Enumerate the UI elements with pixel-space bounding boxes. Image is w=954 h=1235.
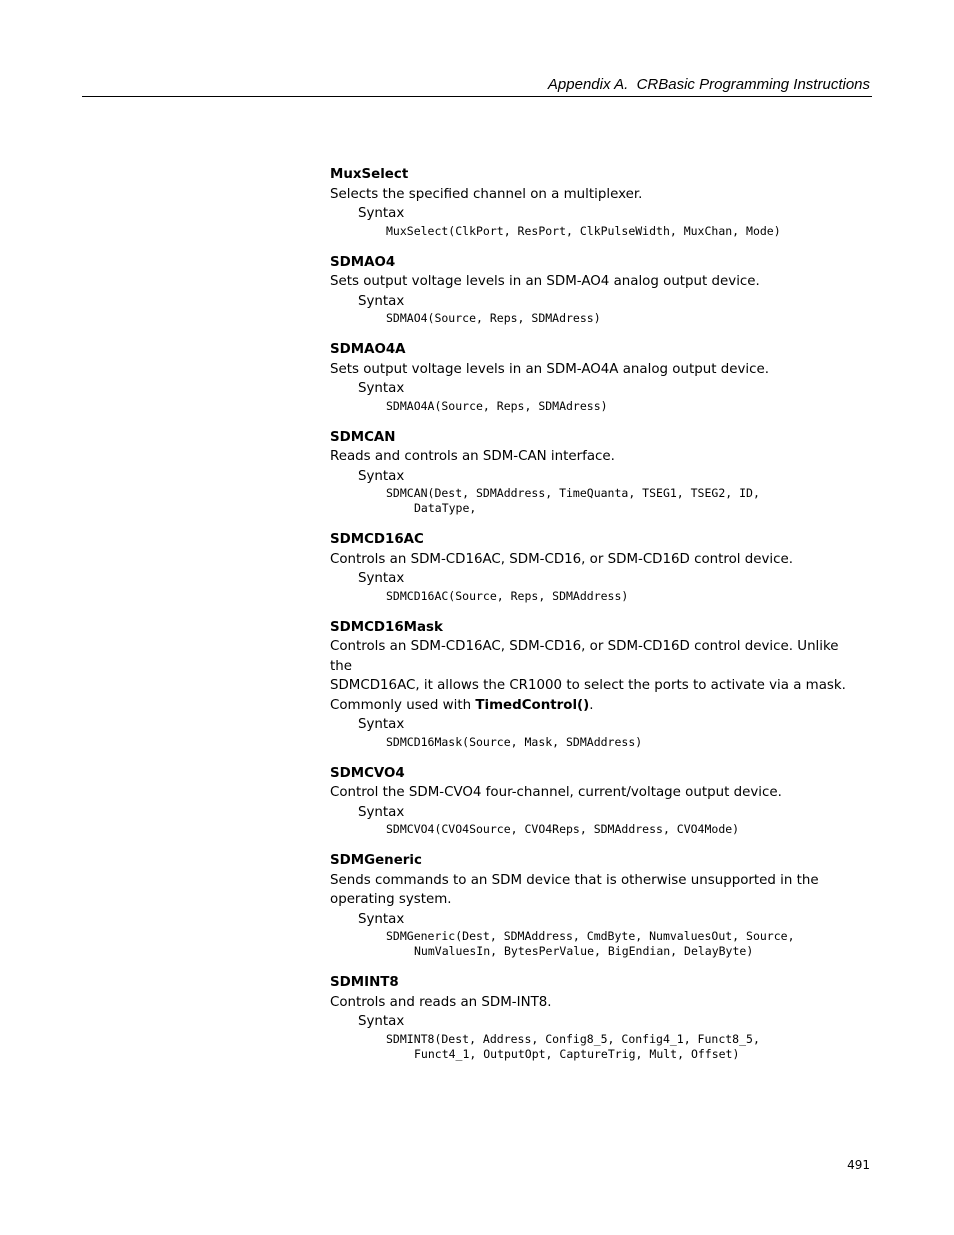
- entry-sdmcd16ac: [330, 530, 850, 604]
- syntax-code: SDMCD16AC(Source, Reps, SDMAddress): [386, 588, 629, 603]
- entry-title: SDMCAN: [330, 429, 396, 445]
- syntax-label: Syntax: [358, 571, 405, 586]
- entry-description: Controls and reads an SDM-INT8.: [330, 994, 552, 1010]
- entry-title: SDMGeneric: [330, 853, 422, 868]
- entry-description-line: operating system.: [330, 892, 452, 907]
- entry-description: Sets output voltage levels in an SDM-AO4 analog output device.: [330, 274, 760, 289]
- syntax-code: SDMCVO4(CVO4Source, CVO4Reps, SDMAddress, CVO4Mode): [386, 822, 740, 836]
- syntax-label: Syntax: [358, 206, 405, 221]
- entry-title: SDMCVO4: [330, 765, 405, 781]
- syntax-label: Syntax: [358, 717, 405, 732]
- entry-description: Control the SDM-CVO4 four-channel, current/voltage output device.: [330, 785, 782, 800]
- syntax-code: SDMAO4A(Source, Reps, SDMAdress): [386, 398, 608, 413]
- entry-sdmao4: [330, 253, 850, 327]
- entry-description-line: [330, 696, 850, 716]
- header-title: Appendix A. CRBasic Programming Instructions: [547, 76, 870, 93]
- entry-title: MuxSelect: [330, 167, 409, 182]
- page-header: [82, 76, 872, 97]
- entry-title: SDMAO4: [330, 254, 396, 270]
- syntax-label: Syntax: [358, 804, 405, 820]
- entry-sdmcvo4: [330, 764, 850, 838]
- syntax-label: Syntax: [358, 1014, 405, 1029]
- syntax-code: SDMINT8(Dest, Address, Config8_5, Config4_1, Funct8_5,: [386, 1031, 760, 1046]
- entry-title: SDMAO4A: [330, 342, 406, 357]
- syntax-code: SDMCD16Mask(Source, Mask, SDMAddress): [386, 734, 643, 749]
- entry-sdmao4a: [330, 340, 850, 414]
- desc-prefix: Commonly used with: [330, 697, 476, 713]
- syntax-label: Syntax: [358, 468, 405, 484]
- page-number: 491: [847, 1158, 870, 1172]
- entry-description-line: Sends commands to an SDM device that is otherwise unsupported in the: [330, 872, 819, 888]
- syntax-code: SDMAO4(Source, Reps, SDMAdress): [386, 311, 601, 325]
- syntax-code: SDMGeneric(Dest, SDMAddress, CmdByte, NumvaluesOut, Source,: [386, 929, 795, 943]
- syntax-label: Syntax: [358, 381, 405, 396]
- syntax-code-continuation: Funct4_1, OutputOpt, CaptureTrig, Mult, Offset): [414, 1046, 740, 1061]
- entry-title: SDMCD16AC: [330, 532, 424, 547]
- syntax-code: MuxSelect(ClkPort, ResPort, ClkPulseWidth, MuxChan, Mode): [386, 223, 781, 238]
- entry-sdmcd16mask: [330, 618, 850, 750]
- entry-description: Sets output voltage levels in an SDM-AO4A analog output device.: [330, 361, 769, 377]
- entry-title: SDMCD16Mask: [330, 619, 443, 635]
- entry-muxselect: [330, 165, 850, 239]
- entry-description: Selects the specified channel on a multiplexer.: [330, 186, 643, 202]
- entry-title: SDMINT8: [330, 975, 399, 990]
- timedcontrol-reference: TimedControl(): [475, 697, 590, 713]
- entry-sdmgeneric: [330, 851, 850, 959]
- entry-description-line: Controls an SDM-CD16AC, SDM-CD16, or SDM-CD16D control device. Unlike the: [330, 639, 839, 674]
- entry-description: Controls an SDM-CD16AC, SDM-CD16, or SDM-CD16D control device.: [330, 551, 794, 567]
- syntax-code-continuation: NumValuesIn, BytesPerValue, BigEndian, DelayByte): [414, 944, 754, 958]
- syntax-label: Syntax: [358, 911, 405, 927]
- entry-sdmcan: [330, 428, 850, 517]
- entry-description: Reads and controls an SDM-CAN interface.: [330, 449, 615, 464]
- syntax-label: Syntax: [358, 293, 405, 309]
- syntax-code-continuation: DataType,: [414, 501, 477, 515]
- instruction-list: [330, 165, 850, 1076]
- entry-sdmint8: [330, 973, 850, 1062]
- desc-suffix: .: [589, 697, 594, 713]
- entry-description-line: SDMCD16AC, it allows the CR1000 to select the ports to activate via a mask.: [330, 678, 846, 693]
- syntax-code: SDMCAN(Dest, SDMAddress, TimeQuanta, TSEG1, TSEG2, ID,: [386, 486, 760, 500]
